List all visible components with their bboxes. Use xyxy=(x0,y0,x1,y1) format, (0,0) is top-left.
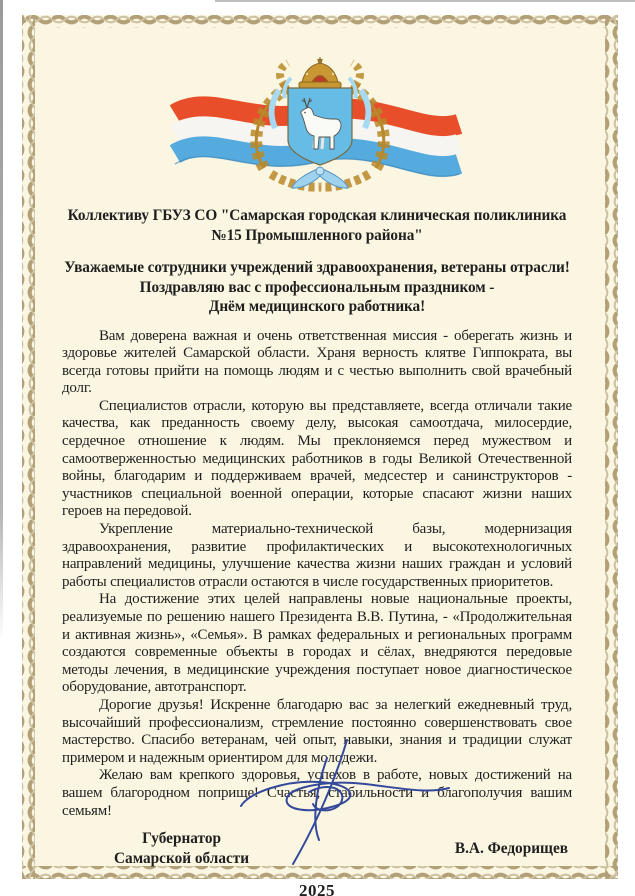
paragraph: Вам доверена важная и очень ответственная миссия - оберегать жизнь и здоровье жителей Самарской области. Храня верность клятве Гиппократа, вы всегда готовы прийти на помощь людям и с честью выполнить свой врачебный долг. xyxy=(62,327,572,397)
paragraph: Укрепление материально-технической базы, модернизация здравоохранения, развитие профилактических и высокотехнологичных направлений медицины, улучшение качества жизни наших граждан и условий работы специалистов отрасли остаются в числе государственных приоритетов. xyxy=(62,521,572,590)
paragraph: Специалистов отрасли, которую вы представляете, всегда отличали такие качества, как преданность своему делу, высокая самоотдача, милосердие, сердечное отношение к людям. Мы преклоняемся перед мужеством и самоотверженностью медицинских работников в годы Великой Отечественной войны, благодарим и поддерживаем врачей, медсестер и санинструкторов - участников специальной военной операции, которые спасают жизни наших героев на передовой. xyxy=(62,397,572,520)
year-label: 2025 xyxy=(299,881,335,896)
samara-region-emblem xyxy=(166,56,468,196)
signature-block xyxy=(62,829,572,868)
greeting-line-1: Уважаемые сотрудники учреждений здравоохранения, ветераны отрасли! xyxy=(64,259,570,276)
greeting-line-3: Днём медицинского работника! xyxy=(208,298,426,315)
ribbon-bow-icon xyxy=(292,167,348,188)
crown-icon xyxy=(299,57,341,88)
address-line-2: №15 Промышленного района" xyxy=(211,226,423,244)
greeting-heading xyxy=(62,258,572,317)
letter-body xyxy=(62,328,572,821)
letter-address xyxy=(62,206,572,245)
paragraph: Желаю вам крепкого здоровья, успехов в работе, новых достижений на вашем благородном поприще! Счастья, стабильности и благополучия вашим семьям! xyxy=(62,767,572,819)
address-line-1: Коллективу ГБУЗ СО "Самарская городская клиническая поликлиника xyxy=(67,207,567,224)
paragraph: Дорогие друзья! Искренне благодарю вас за нелегкий ежедневный труд, высочайший профессионализм, стремление постоянно совершенствовать свое мастерство. Спасибо ветеранам, чей опыт, навыки, знания и традиции служат примером и надежным ориентиром для молодежи. xyxy=(62,696,572,766)
governor-title-line-2: Самарской области xyxy=(114,849,250,867)
letter-content xyxy=(62,28,572,896)
signer-name: В.А. Федорищев xyxy=(454,839,568,857)
governor-title xyxy=(114,829,249,868)
governor-title-line-1: Губернатор xyxy=(142,830,221,848)
greeting-line-2: Поздравляю вас с профессиональным праздником - xyxy=(139,278,495,296)
paragraph: На достижение этих целей направлены новые национальные проекты, реализуемые по решению нашего Президента В.В. Путина, - «Продолжительная и активная жизнь», «Семья». В рамках федеральных и региональных программ создаются современные объекты в городах и сёлах, внедряются передовые методы лечения, в медицинские учреждения поступает новое диагностическое оборудование, автотранспорт. xyxy=(62,591,572,696)
